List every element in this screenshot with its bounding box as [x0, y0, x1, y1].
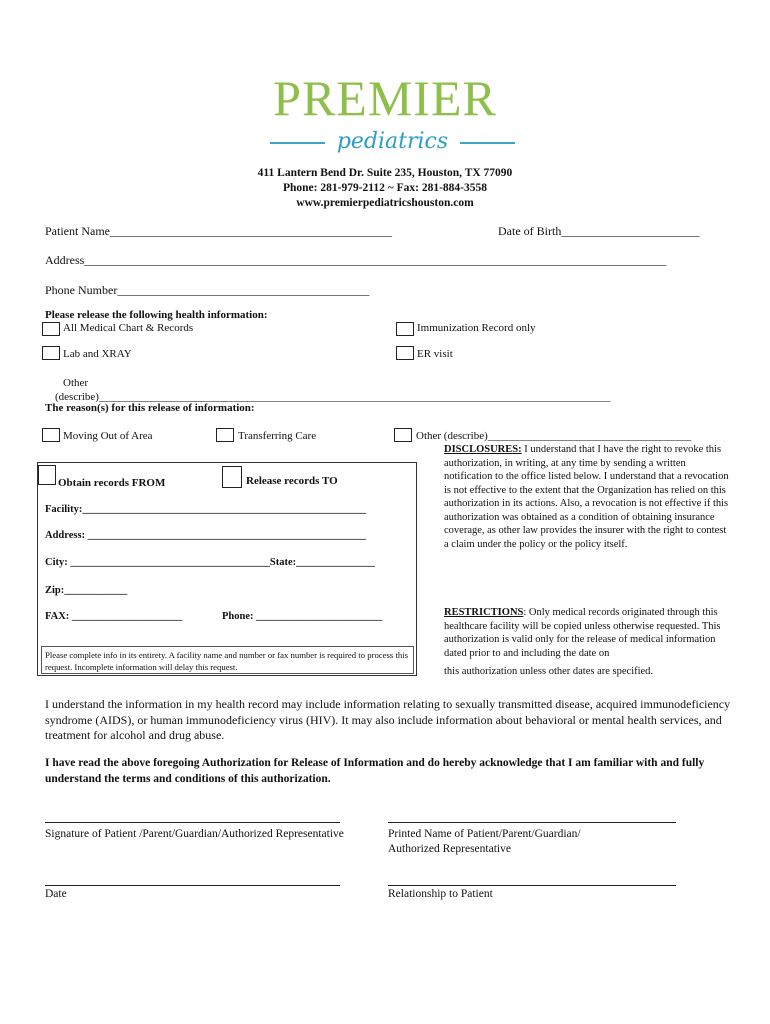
lab-xray-checkbox[interactable] [42, 346, 60, 360]
logo-line-right [460, 142, 515, 144]
other-reason-checkbox[interactable] [394, 428, 412, 442]
acknowledge-paragraph: I have read the above foregoing Authorization for Release of Information and do hereby acknowledge that I am familiar with and fully understand the terms and conditions of this authorization. [45, 757, 705, 785]
signature-label: Signature of Patient /Parent/Guardian/Authorized Representative [45, 828, 344, 840]
city-state-field[interactable]: City: ______________________________________State:_______________ [45, 557, 375, 568]
logo-sub-wrap [270, 128, 515, 158]
er-visit-label: ER visit [417, 348, 453, 360]
signature-line[interactable] [45, 822, 340, 823]
printed-name-label-2: Authorized Representative [388, 843, 511, 855]
immunization-checkbox[interactable] [396, 322, 414, 336]
dob-field[interactable]: Date of Birth_______________________ [498, 224, 700, 238]
obtain-checkbox[interactable] [38, 465, 56, 485]
moving-label: Moving Out of Area [63, 430, 153, 442]
immunization-label: Immunization Record only [417, 322, 536, 334]
lab-xray-label: Lab and XRAY [63, 348, 132, 360]
obtain-label: Obtain records FROM [58, 477, 166, 489]
restrictions-block [444, 606, 729, 660]
all-medical-checkbox[interactable] [42, 322, 60, 336]
patient-name-field[interactable]: Patient Name_______________________________________________ [45, 224, 392, 238]
phone-field[interactable]: Phone Number__________________________________________ [45, 283, 370, 297]
release-to-checkbox[interactable] [222, 466, 242, 488]
address-field[interactable]: Address_________________________________________________________________________________________________ [45, 253, 667, 267]
er-visit-checkbox[interactable] [396, 346, 414, 360]
box-address-field[interactable]: Address: _____________________________________________________ [45, 530, 366, 541]
disclosures-text: I understand that I have the right to revoke this authorization, in writing, at any time by sending a written notification to the office listed below. I understand that a revocation is not effective to the extent that the Organization has relied on this authorization in its actions. Also, a revocation is not effective if this authorization was obtained as a condition of obtaining insurance coverage, as other law provides the insurer with the right to contest a claim under the policy or the policy itself. [444, 444, 729, 550]
disclosures-block [444, 443, 729, 551]
other-reason-field[interactable]: Other (describe)_____________________________________ [416, 430, 692, 442]
relationship-line[interactable] [388, 885, 676, 886]
other-describe-field[interactable]: (describe)_____________________________________________________________________________________________ [55, 391, 611, 403]
logo-sub: pediatrics [336, 129, 449, 154]
restrictions-text-2: this authorization unless other dates are specified. [444, 666, 654, 677]
understand-paragraph: I understand the information in my health record may include information relating to sexually transmitted disease, acquired immunodeficiency syndrome (AIDS), or human immunodeficiency virus (HIV). It may also include information about behavioral or mental health services, and treatment for alcohol and drug abuse. [45, 697, 731, 742]
restrictions-text: : Only medical records originated through this healthcare facility will be copied unless otherwise requested. This authorization is valid only for the release of medical information dated prior to and including the date on [444, 607, 721, 659]
transferring-label: Transferring Care [238, 430, 317, 442]
clinic-website: www.premierpediatricshouston.com [296, 197, 474, 209]
other-label: Other [63, 377, 89, 389]
transferring-checkbox[interactable] [216, 428, 234, 442]
records-box [37, 462, 417, 676]
fax-field[interactable]: FAX: _____________________ [45, 611, 183, 622]
all-medical-label: All Medical Chart & Records [63, 322, 194, 334]
moving-checkbox[interactable] [42, 428, 60, 442]
date-label: Date [45, 888, 67, 900]
release-heading: Please release the following health information: [45, 309, 268, 321]
clinic-phone: Phone: 281-979-2112 ~ Fax: 281-884-3558 [282, 182, 488, 194]
printed-name-line[interactable] [388, 822, 676, 823]
date-line[interactable] [45, 885, 340, 886]
complete-note: Please complete info in its entirety. A facility name and number or fax number is required to process this request. Incomplete information will delay this request. [45, 650, 409, 672]
disclosures-title: DISCLOSURES: [444, 444, 522, 455]
printed-name-label: Printed Name of Patient/Parent/Guardian/ [388, 828, 581, 840]
logo-brand: PREMIER [273, 70, 497, 126]
box-phone-field[interactable]: Phone: ________________________ [222, 611, 383, 622]
reasons-heading: The reason(s) for this release of information: [45, 402, 255, 414]
clinic-address: 411 Lantern Bend Dr. Suite 235, Houston, TX 77090 [257, 167, 513, 179]
relationship-label: Relationship to Patient [388, 888, 493, 900]
facility-field[interactable]: Facility:______________________________________________________ [45, 504, 366, 515]
zip-field[interactable]: Zip:____________ [45, 585, 128, 596]
restrictions-title: RESTRICTIONS [444, 607, 524, 618]
release-to-label: Release records TO [246, 475, 338, 487]
logo-line-left [270, 142, 325, 144]
